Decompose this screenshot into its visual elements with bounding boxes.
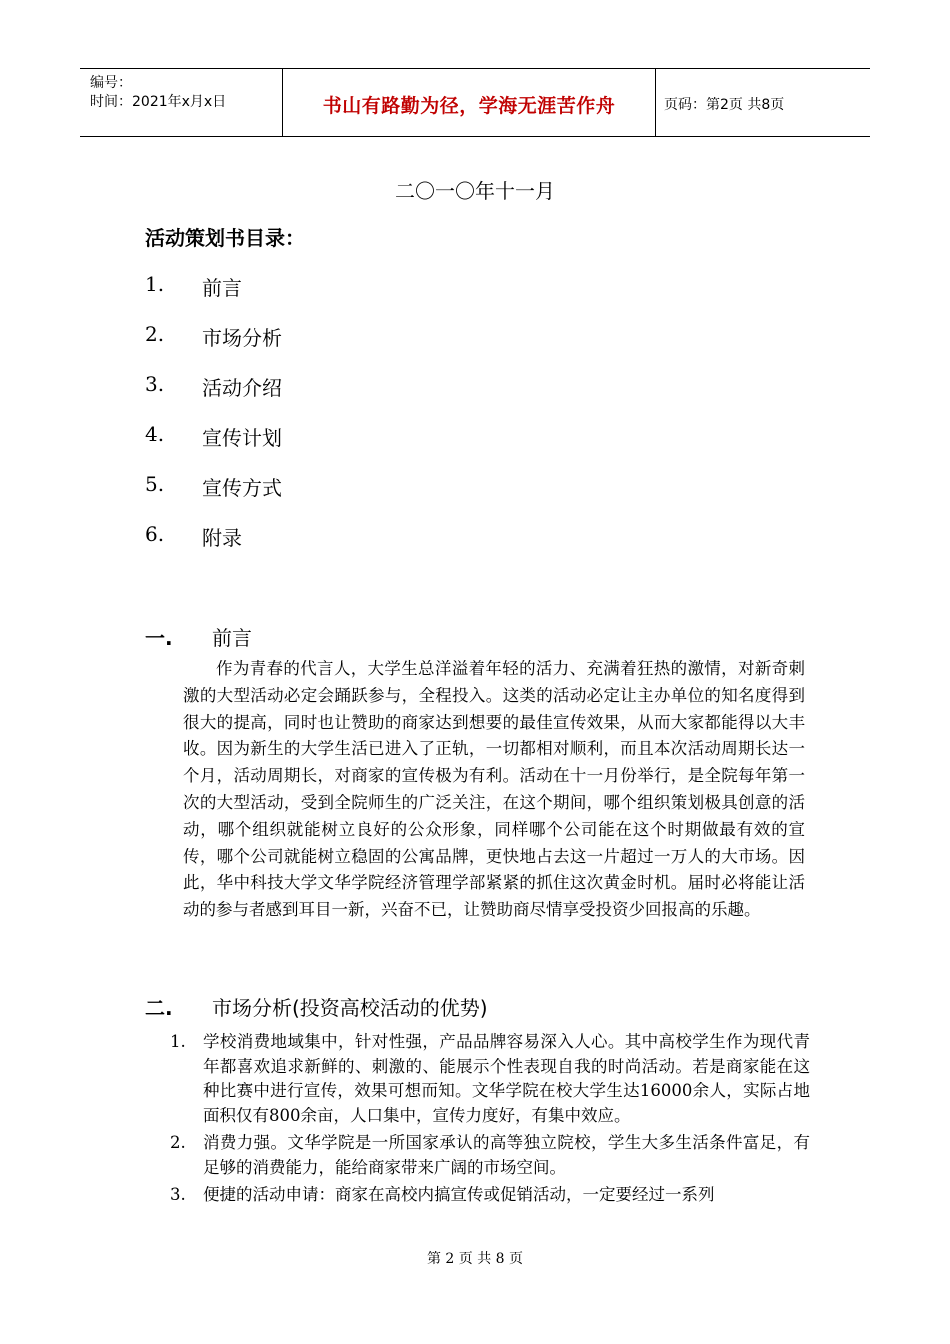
toc-item-number: 2.	[145, 322, 165, 346]
document-number-label: 编号：	[90, 75, 132, 91]
market-analysis-list	[170, 1030, 810, 1211]
page-footer: 第 2 页 共 8 页	[426, 1251, 524, 1267]
page-header	[80, 68, 870, 137]
toc-title: 活动策划书目录：	[145, 226, 305, 250]
header-page-info: 页码：第2页 共8页	[664, 97, 785, 113]
list-item-text: 消费力强。文华学院是一所国家承认的高等独立院校，学生大多生活条件富足，有足够的消费能力，能给商家带来广阔的市场空间。	[203, 1133, 810, 1177]
section-title: 前言	[212, 626, 252, 650]
list-item-number: 1.	[170, 1032, 186, 1051]
toc-item-label: 附录	[202, 526, 242, 550]
toc-item-number: 5.	[145, 472, 165, 496]
header-meta-cell	[80, 69, 283, 136]
toc-item-label: 活动介绍	[202, 376, 282, 400]
toc-item-label: 宣传方式	[202, 476, 282, 500]
list-item	[170, 1183, 810, 1208]
header-motto-cell	[283, 69, 656, 136]
toc-item-number: 6.	[145, 522, 165, 546]
toc-item-label: 前言	[202, 276, 242, 300]
list-item-number: 2.	[170, 1133, 186, 1152]
toc-item-label: 宣传计划	[202, 426, 282, 450]
header-motto: 书山有路勤为径，学海无涯苦作舟	[322, 95, 616, 117]
section-title: 市场分析(投资高校活动的优势)	[212, 996, 488, 1020]
section-number: 一.	[145, 626, 173, 650]
section-number: 二.	[145, 996, 173, 1020]
header-page-cell	[656, 69, 870, 136]
toc-item-label: 市场分析	[202, 326, 282, 350]
list-item	[170, 1131, 810, 1180]
toc-item-number: 3.	[145, 372, 165, 396]
document-time-label: 时间：2021年x月x日	[90, 94, 227, 110]
toc-item-number: 1.	[145, 272, 165, 296]
preface-paragraph: 作为青春的代言人，大学生总洋溢着年轻的活力、充满着狂热的激情，对新奇刺激的大型活动必定会踊跃参与，全程投入。这类的活动必定让主办单位的知名度得到很大的提高，同时也让赞助的商家达到想要的最佳宣传效果，从而大家都能得以大丰收。因为新生的大学生活已进入了正轨，一切都相对顺利，而且本次活动周期长达一个月，活动周期长，对商家的宣传极为有利。活动在十一月份举行，是全院每年第一次的大型活动，受到全院师生的广泛关注，在这个期间，哪个组织策划极具创意的活动，哪个组织就能树立良好的公众形象，同样哪个公司能在这个时期做最有效的宣传，哪个公司就能树立稳固的公寓品牌，更快地占去这一片超过一万人的大市场。因此，华中科技大学文华学院经济管理学部紧紧的抓住这次黄金时机。届时必将能让活动的参与者感到耳目一新，兴奋不已，让赞助商尽情享受投资少回报高的乐趣。	[183, 659, 805, 920]
list-item-text: 学校消费地域集中，针对性强，产品品牌容易深入人心。其中高校学生作为现代青年都喜欢追求新鲜的、刺激的、能展示个性表现自我的时尚活动。若是商家能在这种比赛中进行宣传，效果可想而知。文华学院在校大学生达16000余人，实际占地面积仅有800余亩，人口集中，宣传力度好，有集中效应。	[203, 1032, 810, 1125]
list-item	[170, 1030, 810, 1128]
list-item-number: 3.	[170, 1185, 186, 1204]
toc-item-number: 4.	[145, 422, 165, 446]
list-item-text: 便捷的活动申请：商家在高校内搞宣传或促销活动，一定要经过一系列	[203, 1185, 715, 1204]
document-date: 二〇一〇年十一月	[395, 179, 555, 203]
